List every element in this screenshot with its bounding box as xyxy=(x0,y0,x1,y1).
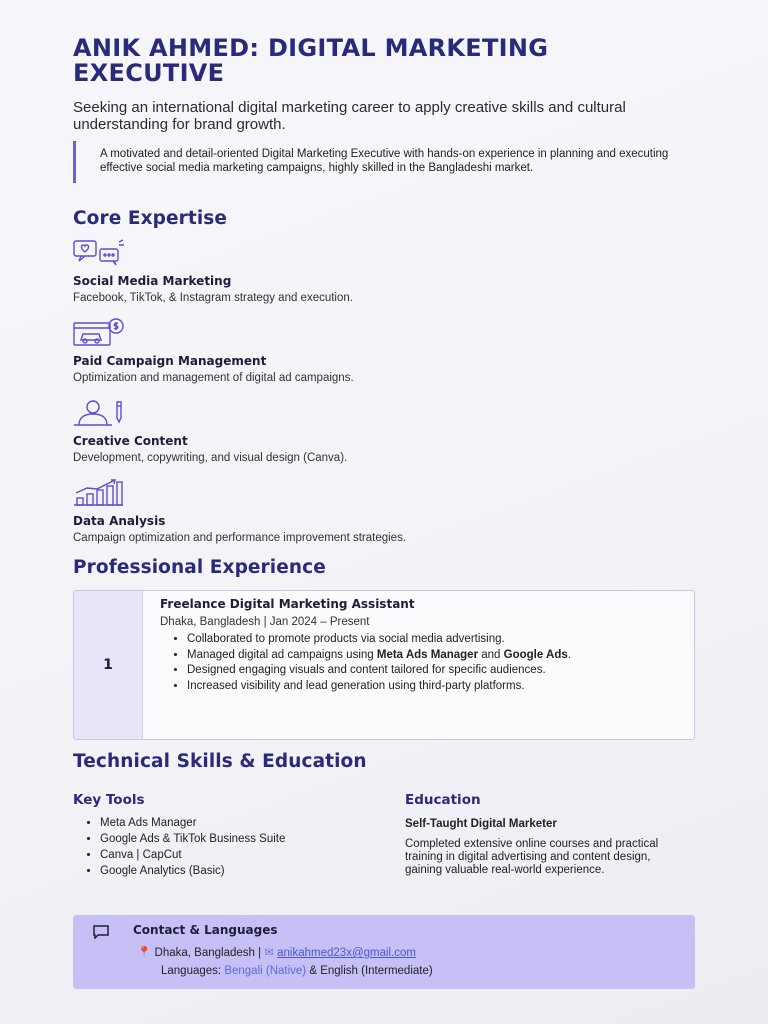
key-tools-column xyxy=(73,792,340,881)
education-column xyxy=(405,792,685,877)
profile-summary: A motivated and detail-oriented Digital Marketing Executive with hands-on experience in planning and executing effective social media marketing campaigns, highly skilled in the Bangladeshi market. xyxy=(73,141,700,183)
job-number: 1 xyxy=(74,591,143,739)
language-secondary: & English (Intermediate) xyxy=(306,965,433,977)
skills-education-heading: Technical Skills & Education xyxy=(73,751,367,772)
tool-name: Meta Ads Manager xyxy=(376,648,479,661)
expertise-title: Creative Content xyxy=(73,434,188,448)
list-item: • Collaborated to promote products via social media advertising. xyxy=(187,633,680,647)
job-meta: Dhaka, Bangladesh | Jan 2024 – Present xyxy=(160,616,370,628)
expertise-desc: Development, copywriting, and visual design (Canva). xyxy=(73,452,348,464)
list-item: • Increased visibility and lead generation using third-party platforms. xyxy=(187,680,680,694)
expertise-item-social-media xyxy=(73,238,673,304)
professional-experience-heading: Professional Experience xyxy=(73,557,326,578)
key-tools-heading: Key Tools xyxy=(73,792,145,808)
list-item: • Google Ads & TikTok Business Suite xyxy=(100,833,340,846)
contact-heading: Contact & Languages xyxy=(133,923,278,937)
paid-campaign-icon xyxy=(73,318,125,348)
job-title: Freelance Digital Marketing Assistant xyxy=(160,597,415,611)
list-item: • Managed digital ad campaigns using Meta Ads Manager and Google Ads. xyxy=(187,649,680,663)
location-text: Dhaka, Bangladesh | xyxy=(154,947,262,959)
data-analysis-icon xyxy=(73,478,125,508)
expertise-item-creative-content xyxy=(73,398,673,464)
tool-name: Google Ads xyxy=(503,648,568,661)
expertise-title: Social Media Marketing xyxy=(73,274,232,288)
languages-line xyxy=(161,965,433,977)
language-primary: Bengali (Native) xyxy=(224,965,307,977)
expertise-title: Data Analysis xyxy=(73,514,166,528)
expertise-title: Paid Campaign Management xyxy=(73,354,267,368)
location-pin-icon: 📍 xyxy=(137,947,152,959)
expertise-desc: Facebook, TikTok, & Instagram strategy and execution. xyxy=(73,292,353,304)
list-item: • Canva | CapCut xyxy=(100,849,340,862)
languages-label: Languages: xyxy=(161,965,225,977)
creative-content-icon xyxy=(73,398,125,428)
social-media-icon xyxy=(73,238,125,268)
chat-icon xyxy=(93,925,109,939)
job-body xyxy=(160,597,680,695)
list-item: • Google Analytics (Basic) xyxy=(100,865,340,878)
education-desc: Completed extensive online courses and practical training in digital advertising and content design, gaining valuable real-world experience. xyxy=(405,838,659,876)
core-expertise-heading: Core Expertise xyxy=(73,208,228,229)
list-item: • Meta Ads Manager xyxy=(100,817,340,830)
education-title: Self-Taught Digital Marketer xyxy=(405,818,557,830)
email-link[interactable]: anikahmed23x@gmail.com xyxy=(277,947,417,959)
job-bullets xyxy=(160,633,680,693)
contact-box xyxy=(73,915,695,989)
expertise-item-paid-campaign xyxy=(73,318,673,384)
envelope-icon: ✉ xyxy=(264,947,274,959)
key-tools-list xyxy=(73,817,340,878)
expertise-desc: Optimization and management of digital ad campaigns. xyxy=(73,372,354,384)
education-heading: Education xyxy=(405,792,481,808)
list-item: • Designed engaging visuals and content tailored for specific audiences. xyxy=(187,664,680,678)
career-objective: Seeking an international digital marketing career to apply creative skills and cultural understanding for brand growth. xyxy=(73,99,626,133)
page-title: ANIK AHMED: DIGITAL MARKETING EXECUTIVE xyxy=(73,34,549,87)
job-card xyxy=(73,590,695,740)
expertise-desc: Campaign optimization and performance improvement strategies. xyxy=(73,532,407,544)
contact-line xyxy=(137,945,416,959)
expertise-item-data-analysis xyxy=(73,478,673,544)
